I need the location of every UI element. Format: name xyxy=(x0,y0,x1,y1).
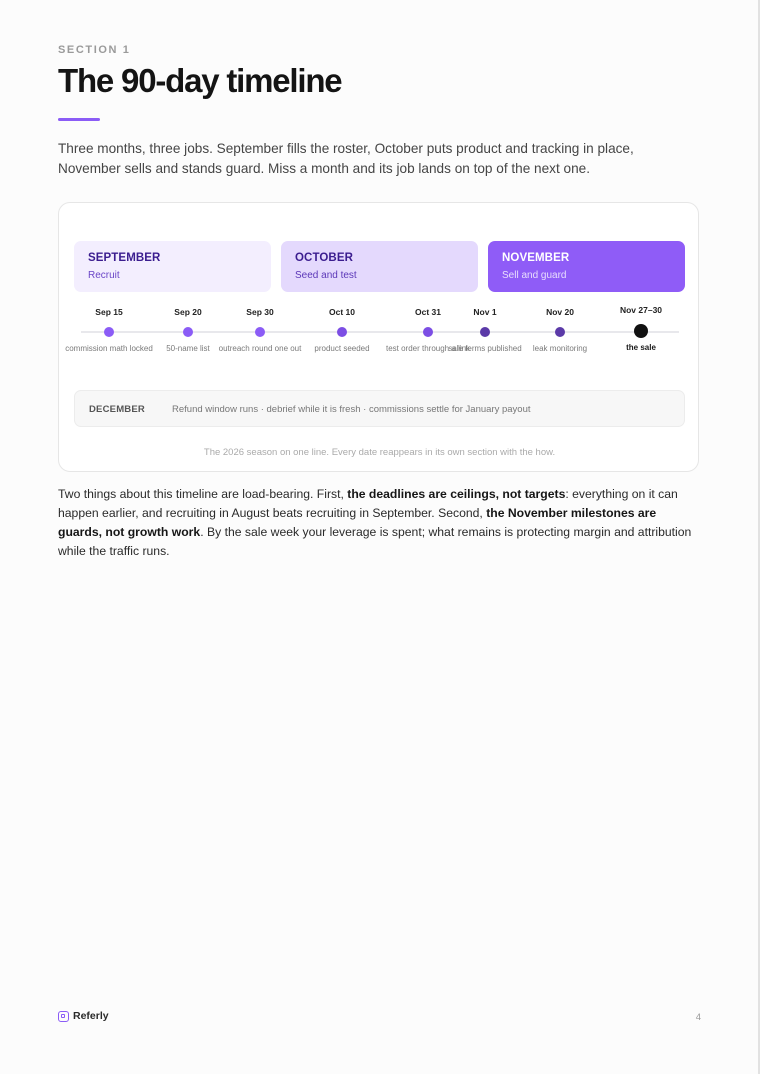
page-number: 4 xyxy=(695,1012,701,1023)
milestone-date: Sep 30 xyxy=(246,307,274,317)
milestone-dot xyxy=(480,327,490,337)
body-text-1: Two things about this timeline are load-bearing. First, xyxy=(58,487,348,501)
month-november xyxy=(488,241,685,292)
body-text-2: : everything on it can happen earlier, and recruiting in August beats recruiting in September. Second, xyxy=(58,487,678,520)
milestone-label: outreach round one out xyxy=(218,344,302,353)
milestone-label: the sale xyxy=(626,343,656,352)
body-text-3: . By the sale week your leverage is spent; what remains is protecting margin and attribution while the traffic runs. xyxy=(58,525,692,558)
milestone-label: commission math locked xyxy=(65,344,153,353)
milestone-date: Nov 20 xyxy=(546,307,574,317)
body-bold-2: the November milestones are guards, not growth work xyxy=(58,506,657,539)
section-label: SECTION 1 xyxy=(58,44,131,56)
milestone-date: Nov 27–30 xyxy=(619,305,663,315)
page-title: The 90-day timeline xyxy=(58,62,342,99)
milestone-date: Nov 1 xyxy=(473,307,497,317)
month-task: Seed and test xyxy=(295,270,357,281)
month-task: Sell and guard xyxy=(502,270,567,281)
intro-paragraph: Three months, three jobs. September fills the roster, October puts product and tracking in place, November sells and stands guard. Miss a month and its job lands on top of the next one. xyxy=(58,141,634,176)
month-name: SEPTEMBER xyxy=(88,252,161,264)
milestone-dot xyxy=(337,327,347,337)
milestone-dot xyxy=(555,327,565,337)
milestone-nov-20 xyxy=(515,307,605,354)
title-underline xyxy=(58,118,100,121)
milestone-date: Sep 20 xyxy=(174,307,202,317)
brand-name: Referly xyxy=(73,1010,109,1022)
body-paragraph xyxy=(58,485,702,561)
milestone-dot xyxy=(634,324,648,338)
milestone-dot xyxy=(183,327,193,337)
milestone-sep-15 xyxy=(64,307,154,354)
milestone-dot xyxy=(423,327,433,337)
milestone-dot xyxy=(255,327,265,337)
milestone-date: Oct 31 xyxy=(415,307,441,317)
milestone-oct-10 xyxy=(297,307,387,354)
milestone-label: leak monitoring xyxy=(532,344,588,353)
milestone-sep-30 xyxy=(215,307,305,354)
december-strip xyxy=(74,390,685,427)
month-task: Recruit xyxy=(88,270,120,281)
month-september xyxy=(74,241,271,292)
milestone-label: sale terms published xyxy=(448,344,522,353)
month-october xyxy=(281,241,478,292)
body-bold-1: the deadlines are ceilings, not targets xyxy=(347,487,566,501)
milestone-the-sale xyxy=(596,307,686,353)
milestone-label: test order through a link xyxy=(385,344,471,353)
referly-logo-icon xyxy=(58,1011,69,1022)
december-text: Refund window runs · debrief while it is fresh · commissions settle for January payout xyxy=(172,404,531,415)
milestone-dot xyxy=(104,327,114,337)
milestone-label: product seeded xyxy=(314,344,370,353)
timeline-caption: The 2026 season on one line. Every date reappears in its own section with the how. xyxy=(203,447,556,458)
month-name: OCTOBER xyxy=(295,252,353,264)
timeline-card xyxy=(58,202,699,472)
milestone-date: Oct 10 xyxy=(329,307,355,317)
milestone-date: Sep 15 xyxy=(95,307,123,317)
december-name: DECEMBER xyxy=(89,404,145,415)
month-name: NOVEMBER xyxy=(502,252,570,264)
milestone-label: 50-name list xyxy=(166,344,210,353)
footer-brand xyxy=(58,1010,109,1022)
